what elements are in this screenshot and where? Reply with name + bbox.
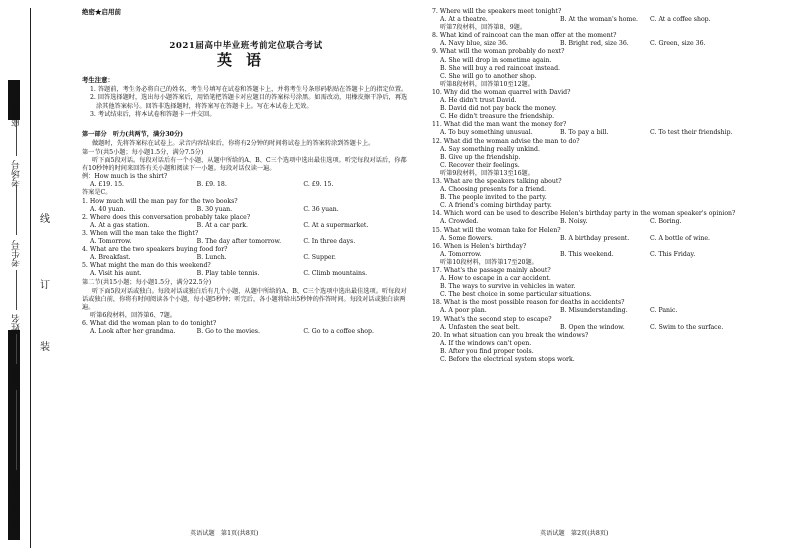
- note-item: 1. 答题前，考生务必将自己的姓名、考生号填写在试卷和答题卡上，并将考生号条形码粘贴在答题卡上的指定位置。: [90, 86, 408, 94]
- option: A. How to escape in a car accident.: [440, 275, 551, 283]
- options-row: [432, 16, 770, 24]
- option: C. Climb mountains.: [303, 270, 368, 278]
- question: 20. In what situation can you break the windows?: [432, 331, 589, 339]
- note-item: 3. 考试结束后，将本试卷和答题卡一并交回。: [90, 110, 216, 118]
- option: B. Go to the movies.: [196, 328, 260, 335]
- question: 9. What will the woman probably do next?: [432, 48, 565, 56]
- option: A. He didn't trust David.: [440, 97, 517, 105]
- name-label: 姓名: [12, 314, 22, 332]
- binding-border-line: [30, 8, 31, 548]
- county-label: 县（市、区）: [12, 475, 22, 529]
- question: 2. Where does this conversation probably take place?: [82, 213, 251, 221]
- seat-number-field[interactable]: [16, 120, 17, 156]
- exam-page-1: [82, 8, 410, 336]
- option: C. Swim to the surface.: [650, 323, 724, 331]
- option: B. After you find proper tools.: [440, 347, 534, 355]
- option: C. Panic.: [650, 307, 678, 315]
- question: 10. Why did the woman quarrel with David?: [432, 88, 571, 96]
- options-row: [432, 251, 770, 259]
- candidate-number-label: 考生号: [12, 240, 22, 267]
- option: C. £9. 15.: [303, 181, 334, 189]
- example-options: [82, 181, 410, 189]
- part1-title: 第一部分 听力(共两节，满分30分): [82, 130, 184, 138]
- options-row: [82, 206, 410, 214]
- question: 13. What are the speakers talking about?: [432, 177, 562, 185]
- options-row: [432, 40, 770, 48]
- question: 5. What might the man do this weekend?: [82, 262, 211, 270]
- option: B. £9. 18.: [196, 181, 227, 189]
- option: B. Play table tennis.: [196, 270, 260, 278]
- listening-material-note: 听第7段材料，回答第8、9题。: [440, 24, 527, 32]
- option: B. This weekend.: [560, 250, 614, 258]
- secret-mark: 绝密★启用前: [82, 8, 121, 16]
- option: B. The day after tomorrow.: [196, 237, 282, 245]
- option: B. Bright red, size 36.: [560, 40, 629, 48]
- options-row: [82, 328, 410, 336]
- option: C. This Friday.: [650, 250, 696, 258]
- option: C. 36 yuan.: [303, 205, 339, 213]
- option: A. If the windows can't open.: [440, 339, 532, 347]
- option: B. To pay a bill.: [560, 129, 609, 137]
- seat-number-label: 座位号: [12, 100, 22, 127]
- option: A. Some flowers.: [440, 234, 493, 242]
- option: B. Lunch.: [196, 254, 227, 262]
- option: C. At a coffee shop.: [650, 16, 711, 24]
- notes-title: 考生注意：: [82, 76, 114, 85]
- question: 18. What is the most possible reason for deaths in accidents?: [432, 299, 625, 307]
- section1-instructions: 听下面5段对话。每段对话后有一个小题，从题中所给的A、B、C三个选项中选出最佳选项。听完每段对话后，你都有10秒钟的时间来回答有关小题和阅读下一小题。每段对话仅读一遍。: [82, 157, 407, 173]
- options-row: [432, 129, 770, 137]
- section2-instructions: 听下面5段对话或独白。每段对话或独白后有几个小题，从题中所给的A、B、C三个选项中选出最佳选项。听每段对话或独白前，你将有时间阅读各个小题，每小题5秒钟；听完后，各小题将给出5秒钟的作答时间。每段对话或独白读两遍。: [82, 287, 407, 311]
- option: C. A friend's coming birthday party.: [440, 202, 552, 210]
- exam-room-label: 考场号: [12, 160, 22, 187]
- option: C. The best choice in some particular situations.: [440, 291, 592, 299]
- option: C. Before the electrical system stops work.: [440, 356, 575, 364]
- options-row: [432, 218, 770, 226]
- options-row: [82, 222, 410, 230]
- option: A. Unfasten the seat belt.: [440, 323, 520, 331]
- option: C. Go to a coffee shop.: [303, 328, 374, 335]
- option: C. Boring.: [650, 218, 682, 226]
- note-item: 2. 回答选择题时，选出每小题答案后，用铅笔把答题卡对应题目的答案标号涂黑。如需改动，用橡皮擦干净后，再选涂其他答案标号。回答非选择题时，将答案写在答题卡上。写在本试卷上无效。: [90, 94, 408, 110]
- example-answer: 答案是C。: [82, 189, 112, 197]
- option: B. Misunderstanding.: [560, 307, 628, 315]
- example-question: 例：How much is the shirt?: [82, 173, 168, 181]
- exam-room-field[interactable]: [16, 185, 17, 235]
- option: A. At a gas station.: [90, 221, 150, 229]
- question: 3. When will the man take the flight?: [82, 229, 199, 237]
- part1-instructions: 做题时，先将答案标在试卷上。录音内容结束后，你将有2分钟的时间将试卷上的答案转涂到答题卡上。: [92, 139, 375, 147]
- option: A. To buy something unusual.: [440, 129, 533, 137]
- page-footer: 英语试题 第2页(共8页): [540, 530, 609, 537]
- option: B. David did not pay back the money.: [440, 105, 557, 113]
- exam-title: 2021届高中毕业班考前定位联合考试: [169, 41, 323, 52]
- options-row: [82, 270, 410, 278]
- section1-title: 第一节(共5小题；每小题1.5分，满分7.5分): [82, 148, 204, 156]
- listening-material-note: 听第6段材料，回答第6、7题。: [90, 311, 177, 319]
- option: C. A bottle of wine.: [650, 234, 711, 242]
- candidate-notes: [82, 76, 410, 118]
- option: C. In three days.: [303, 237, 356, 245]
- options-row: [432, 324, 770, 332]
- question: 6. What did the woman plan to do tonight?: [82, 319, 217, 327]
- class-label: 班级: [12, 368, 22, 386]
- option: A. Breakfast.: [90, 254, 131, 262]
- question: 17. What's the passage mainly about?: [432, 267, 551, 274]
- option: A. A poor plan.: [440, 307, 487, 315]
- option: A. Choosing presents for a friend.: [440, 186, 547, 194]
- option: C. At a supermarket.: [303, 221, 369, 229]
- option: C. Green, size 36.: [650, 40, 706, 48]
- question: 4. What are the two speakers buying food for?: [82, 246, 228, 254]
- listening-material-note: 听第10段材料，回答第17至20题。: [440, 258, 538, 266]
- options-row: [432, 235, 770, 243]
- listening-material-note: 听第8段材料，回答第10至12题。: [440, 80, 534, 88]
- question: 7. Where will the speakers meet tonight?: [432, 8, 562, 15]
- option: C. Recover their feelings.: [440, 161, 520, 169]
- options-row: [432, 307, 770, 315]
- option: B. The people invited to the party.: [440, 194, 547, 202]
- option: B. The ways to survive in vehicles in water.: [440, 283, 576, 291]
- options-row: [82, 254, 410, 262]
- option: B. Give up the friendship.: [440, 153, 521, 161]
- option: A. Navy blue, size 36.: [440, 40, 508, 48]
- cut-line-word: 订: [40, 280, 50, 291]
- question: 12. What did the woman advise the man to do?: [432, 137, 580, 145]
- name-field[interactable]: [16, 334, 17, 364]
- question: 19. What's the second step to escape?: [432, 315, 552, 323]
- cut-line-word: 装: [40, 342, 50, 353]
- option: C. She will go to another shop.: [440, 72, 537, 80]
- option: B. A birthday present.: [560, 234, 630, 242]
- candidate-number-field[interactable]: [16, 270, 17, 310]
- option: C. To test their friendship.: [650, 129, 733, 137]
- option: A. At a theatre.: [440, 16, 488, 24]
- question: 8. What kind of raincoat can the man offer at the moment?: [432, 32, 617, 40]
- option: A. Look after her grandma.: [90, 328, 176, 335]
- option: B. At the woman's home.: [560, 16, 639, 24]
- options-row: [82, 238, 410, 246]
- option: A. Tomorrow.: [440, 250, 482, 258]
- option: A. She will drop in sometime again.: [440, 56, 552, 64]
- option: B. 30 yuan.: [196, 205, 233, 213]
- option: A. Tomorrow.: [90, 237, 132, 245]
- option: A. Crowded.: [440, 218, 479, 226]
- option: B. Noisy.: [560, 218, 588, 226]
- question: 15. What will the woman take for Helen?: [432, 226, 561, 234]
- binding-margin: [0, 0, 70, 558]
- page-footer: 英语试题 第1页(共8页): [190, 530, 259, 537]
- option: B. At a car park.: [196, 221, 249, 229]
- question: 14. Which word can be used to describe Helen's birthday party in the woman speaker's opinion?: [432, 210, 736, 218]
- option: A. Visit his aunt.: [90, 270, 142, 278]
- question: 16. When is Helen's birthday?: [432, 242, 527, 250]
- option: A. £19. 15.: [90, 181, 124, 189]
- option: C. Supper.: [303, 254, 336, 262]
- option: B. Open the window.: [560, 323, 625, 331]
- question: 1. How much will the man pay for the two books?: [82, 197, 238, 205]
- option: C. He didn't treasure the friendship.: [440, 113, 555, 121]
- section2-title: 第二节(共15小题；每小题1.5分，满分22.5分): [82, 279, 212, 287]
- option: A. 40 yuan.: [90, 205, 126, 213]
- question-list: [82, 198, 410, 279]
- exam-page-2: [432, 8, 770, 364]
- subject-title: 英语: [216, 51, 275, 70]
- class-field[interactable]: [16, 390, 17, 470]
- question: 11. What did the man want the money for?: [432, 121, 567, 129]
- listening-material-note: 听第9段材料，回答第13至16题。: [440, 169, 534, 177]
- cut-line-word: 线: [40, 214, 50, 225]
- option: B. She will buy a red raincoat instead.: [440, 64, 560, 72]
- option: A. Say something really unkind.: [440, 145, 540, 153]
